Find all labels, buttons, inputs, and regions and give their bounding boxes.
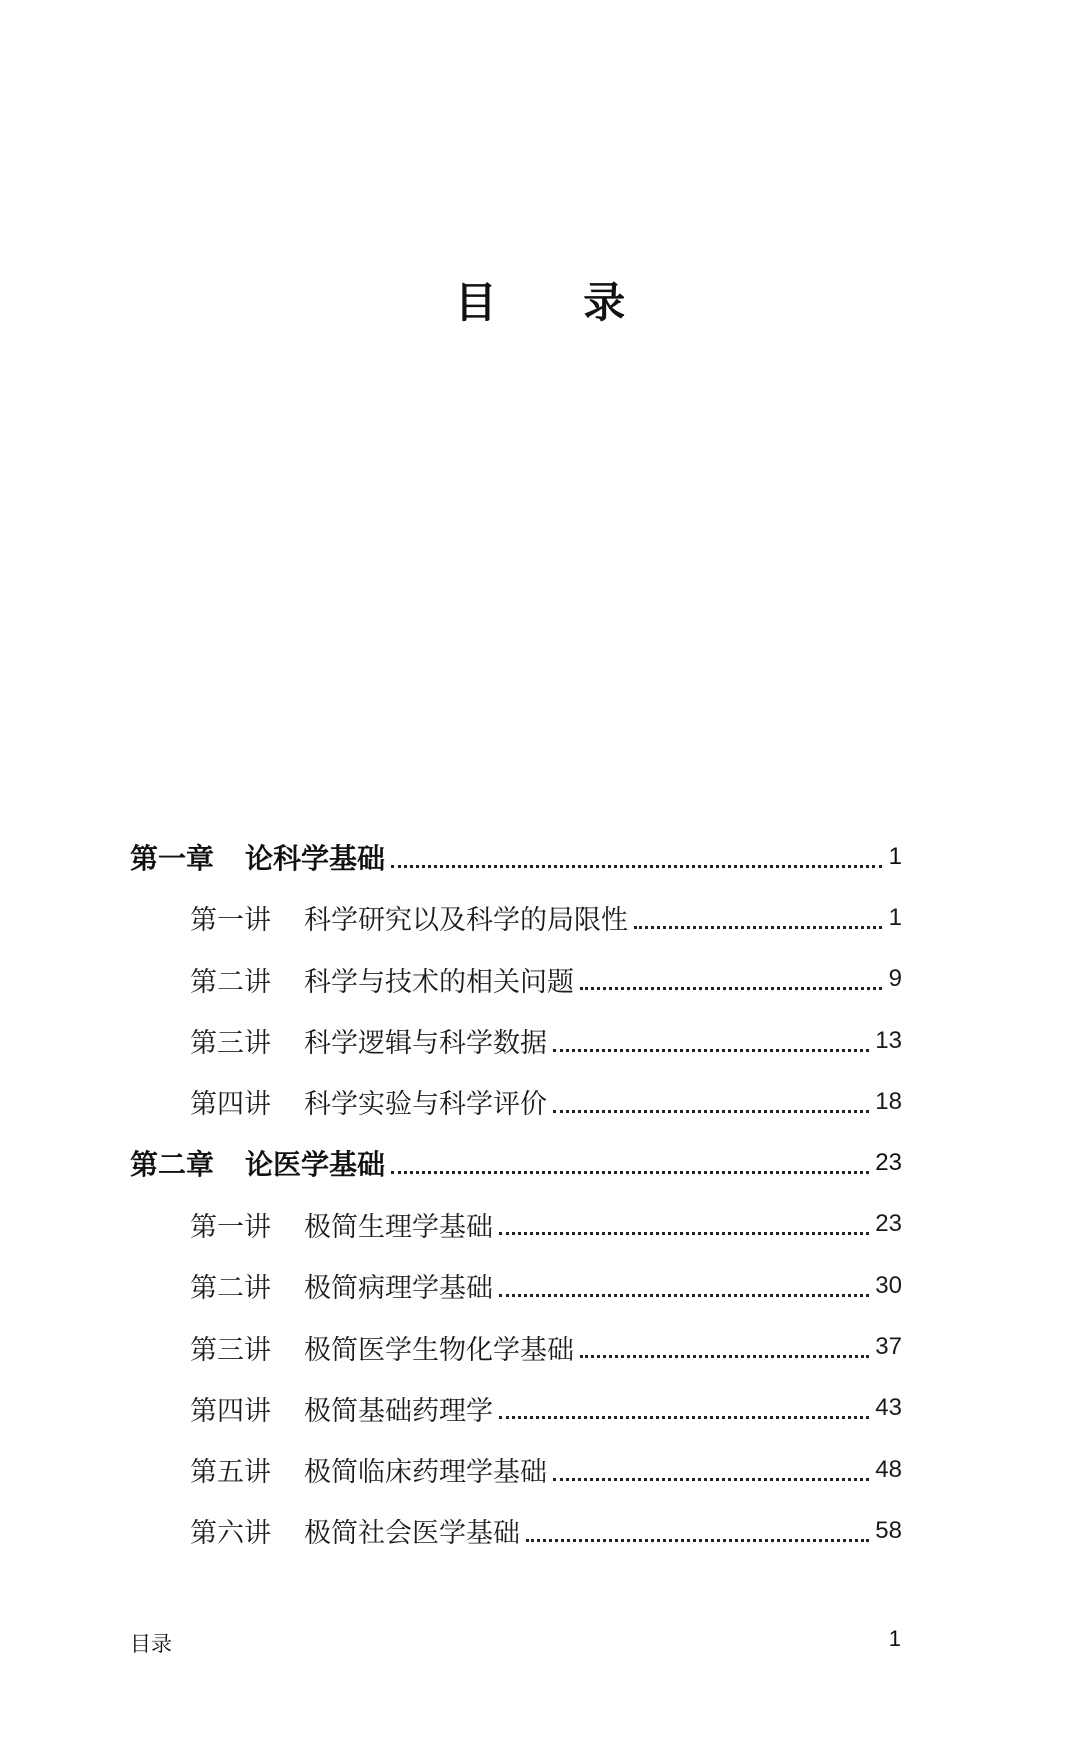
dot-leader — [499, 1415, 869, 1419]
toc-entry-title: 极简基础药理学 — [304, 1395, 493, 1427]
toc-entry-page: 1 — [888, 903, 902, 931]
toc-lecture-entry[interactable] — [130, 1194, 902, 1255]
toc-entry-page: 18 — [875, 1087, 902, 1115]
toc-entry-page: 48 — [875, 1455, 902, 1483]
dot-leader — [580, 986, 882, 990]
toc-entry-page: 58 — [875, 1516, 902, 1544]
toc-entry-number: 第二讲 — [190, 1273, 271, 1305]
dot-leader — [499, 1293, 869, 1297]
toc-entry-number: 第三讲 — [190, 1028, 271, 1060]
toc-entry-number: 第四讲 — [190, 1089, 271, 1121]
footer-section-label: 目录 — [130, 1632, 172, 1656]
dot-leader — [526, 1538, 869, 1542]
toc-entry-page: 23 — [875, 1149, 902, 1177]
toc-chapter-entry[interactable] — [130, 826, 902, 887]
toc-lecture-entry[interactable] — [130, 1010, 902, 1071]
dot-leader — [391, 1170, 869, 1174]
toc-entry-title: 极简医学生物化学基础 — [304, 1334, 574, 1366]
toc-entry-page: 37 — [875, 1333, 902, 1361]
toc-lecture-entry[interactable] — [130, 1439, 902, 1500]
toc-lecture-entry[interactable] — [130, 887, 902, 948]
dot-leader — [634, 925, 882, 929]
toc-entry-number: 第二讲 — [190, 966, 271, 998]
toc-entry-page: 1 — [888, 842, 902, 870]
toc-entry-title: 极简社会医学基础 — [304, 1518, 520, 1550]
toc-entry-title: 极简生理学基础 — [304, 1211, 493, 1243]
footer-page-number: 1 — [888, 1626, 901, 1651]
toc-lecture-entry[interactable] — [130, 949, 902, 1010]
toc-entry-number: 第二章 — [130, 1148, 215, 1182]
toc-entry-number: 第一章 — [130, 841, 215, 875]
toc-entry-title: 论科学基础 — [245, 841, 386, 875]
table-of-contents — [130, 826, 902, 1562]
dot-leader — [391, 864, 882, 868]
page-title: 目 录 — [454, 278, 662, 327]
toc-entry-title: 极简病理学基础 — [304, 1273, 493, 1305]
toc-entry-title: 科学与技术的相关问题 — [304, 966, 574, 998]
toc-lecture-entry[interactable] — [130, 1500, 902, 1561]
toc-entry-title: 科学逻辑与科学数据 — [304, 1028, 547, 1060]
toc-lecture-entry[interactable] — [130, 1255, 902, 1316]
toc-entry-title: 极简临床药理学基础 — [304, 1457, 547, 1489]
toc-entry-page: 23 — [875, 1210, 902, 1238]
toc-chapter-entry[interactable] — [130, 1132, 902, 1193]
dot-leader — [553, 1477, 869, 1481]
toc-entry-title: 论医学基础 — [245, 1148, 386, 1182]
toc-entry-number: 第一讲 — [190, 1211, 271, 1243]
toc-entry-number: 第四讲 — [190, 1395, 271, 1427]
toc-entry-page: 43 — [875, 1394, 902, 1422]
toc-entry-title: 科学实验与科学评价 — [304, 1089, 547, 1121]
toc-entry-number: 第六讲 — [190, 1518, 271, 1550]
dot-leader — [499, 1231, 869, 1235]
toc-entry-page: 13 — [875, 1026, 902, 1054]
toc-entry-page: 9 — [888, 965, 902, 993]
toc-entry-number: 第一讲 — [190, 905, 271, 937]
toc-lecture-entry[interactable] — [130, 1378, 902, 1439]
toc-lecture-entry[interactable] — [130, 1071, 902, 1132]
toc-entry-page: 30 — [875, 1271, 902, 1299]
toc-entry-number: 第三讲 — [190, 1334, 271, 1366]
dot-leader — [553, 1048, 869, 1052]
toc-lecture-entry[interactable] — [130, 1316, 902, 1377]
toc-entry-number: 第五讲 — [190, 1457, 271, 1489]
toc-entry-title: 科学研究以及科学的局限性 — [304, 905, 628, 937]
dot-leader — [580, 1354, 869, 1358]
dot-leader — [553, 1109, 869, 1113]
